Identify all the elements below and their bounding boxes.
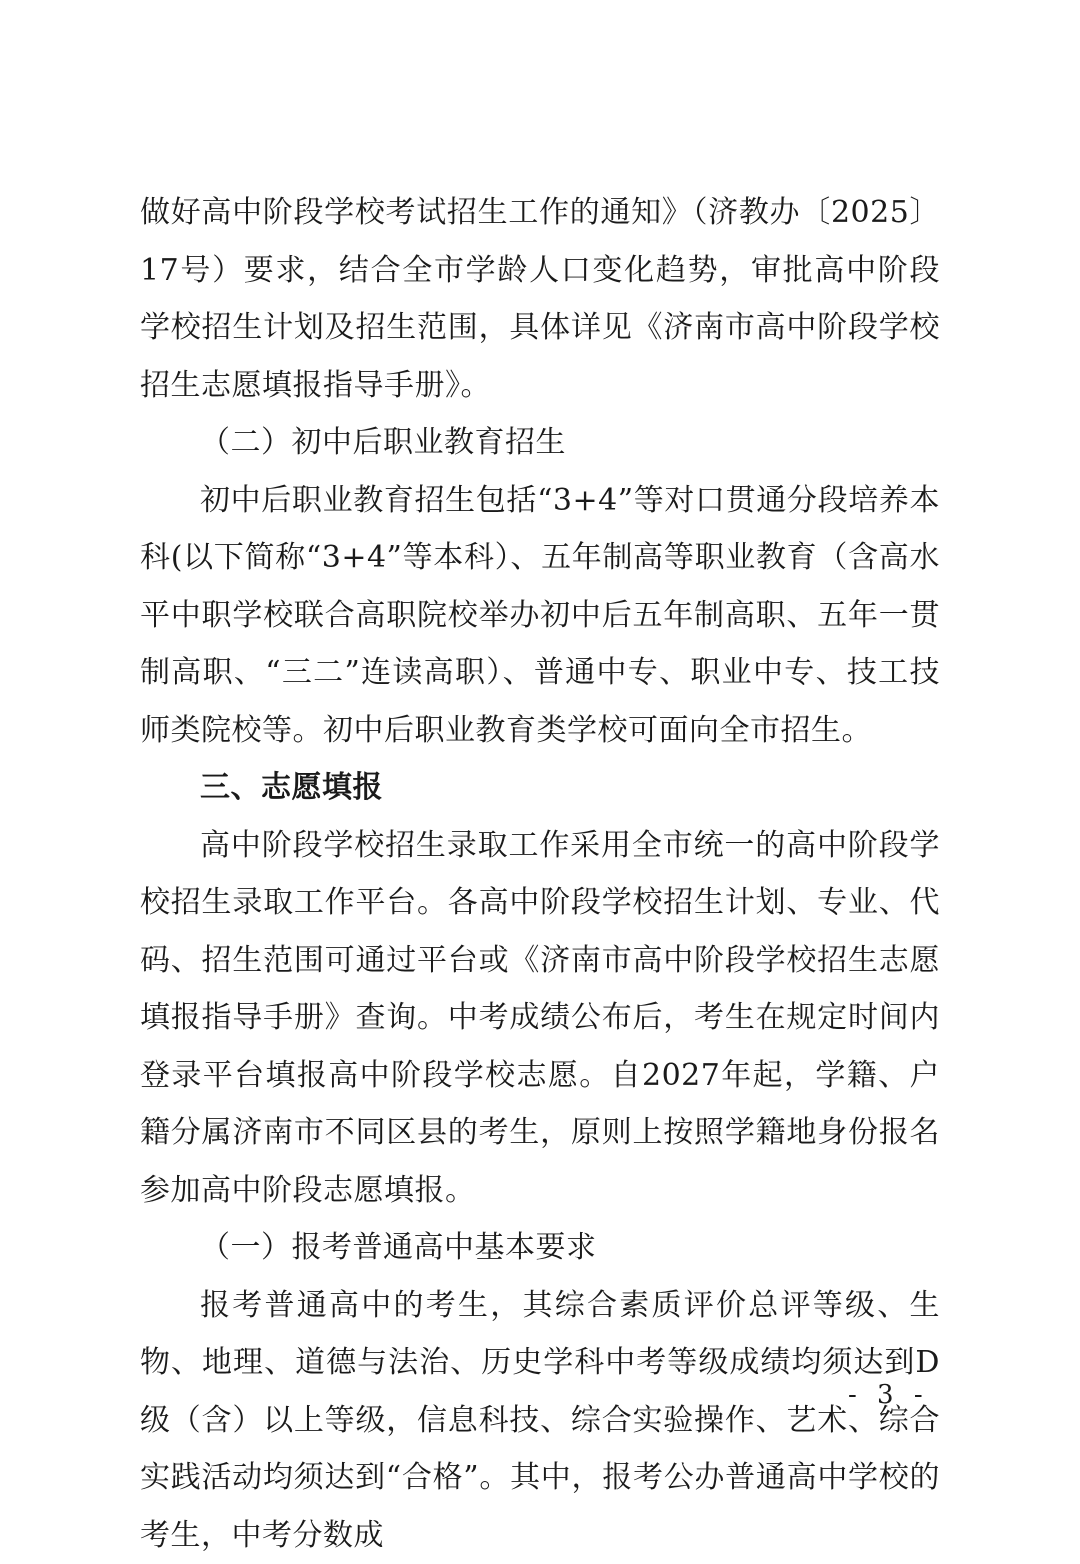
subheading-high-school-requirements: （一）报考普通高中基本要求 xyxy=(140,1219,940,1277)
paragraph-continuation: 做好高中阶段学校考试招生工作的通知》（济教办〔2025〕17号）要求，结合全市学龄人口变化趋势，审批高中阶段学校招生计划及招生范围，具体详见《济南市高中阶段学校招生志愿填报指导手册》。 xyxy=(140,184,940,414)
paragraph-high-school-requirements: 报考普通高中的考生，其综合素质评价总评等级、生物、地理、道德与法治、历史学科中考等级成绩均须达到D级（含）以上等级，信息科技、综合实验操作、艺术、综合实践活动均须达到“合格”。其中，报考公办普通高中学校的考生，中考分数成 xyxy=(140,1277,940,1564)
subheading-vocational-enrollment: （二）初中后职业教育招生 xyxy=(140,414,940,472)
page-number: - 3 - xyxy=(848,1380,929,1410)
document-body xyxy=(140,184,940,1564)
paragraph-vocational-enrollment: 初中后职业教育招生包括“3+4”等对口贯通分段培养本科(以下简称“3+4”等本科）、五年制高等职业教育（含高水平中职学校联合高职院校举办初中后五年制高职、五年一贯制高职、“三二”连读高职）、普通中专、职业中专、技工技师类院校等。初中后职业教育类学校可面向全市招生。 xyxy=(140,472,940,760)
paragraph-application-platform: 高中阶段学校招生录取工作采用全市统一的高中阶段学校招生录取工作平台。各高中阶段学校招生计划、专业、代码、招生范围可通过平台或《济南市高中阶段学校招生志愿填报指导手册》查询。中考成绩公布后，考生在规定时间内登录平台填报高中阶段学校志愿。自2027年起，学籍、户籍分属济南市不同区县的考生，原则上按照学籍地身份报名参加高中阶段志愿填报。 xyxy=(140,817,940,1220)
heading-application-filling: 三、志愿填报 xyxy=(140,759,940,817)
